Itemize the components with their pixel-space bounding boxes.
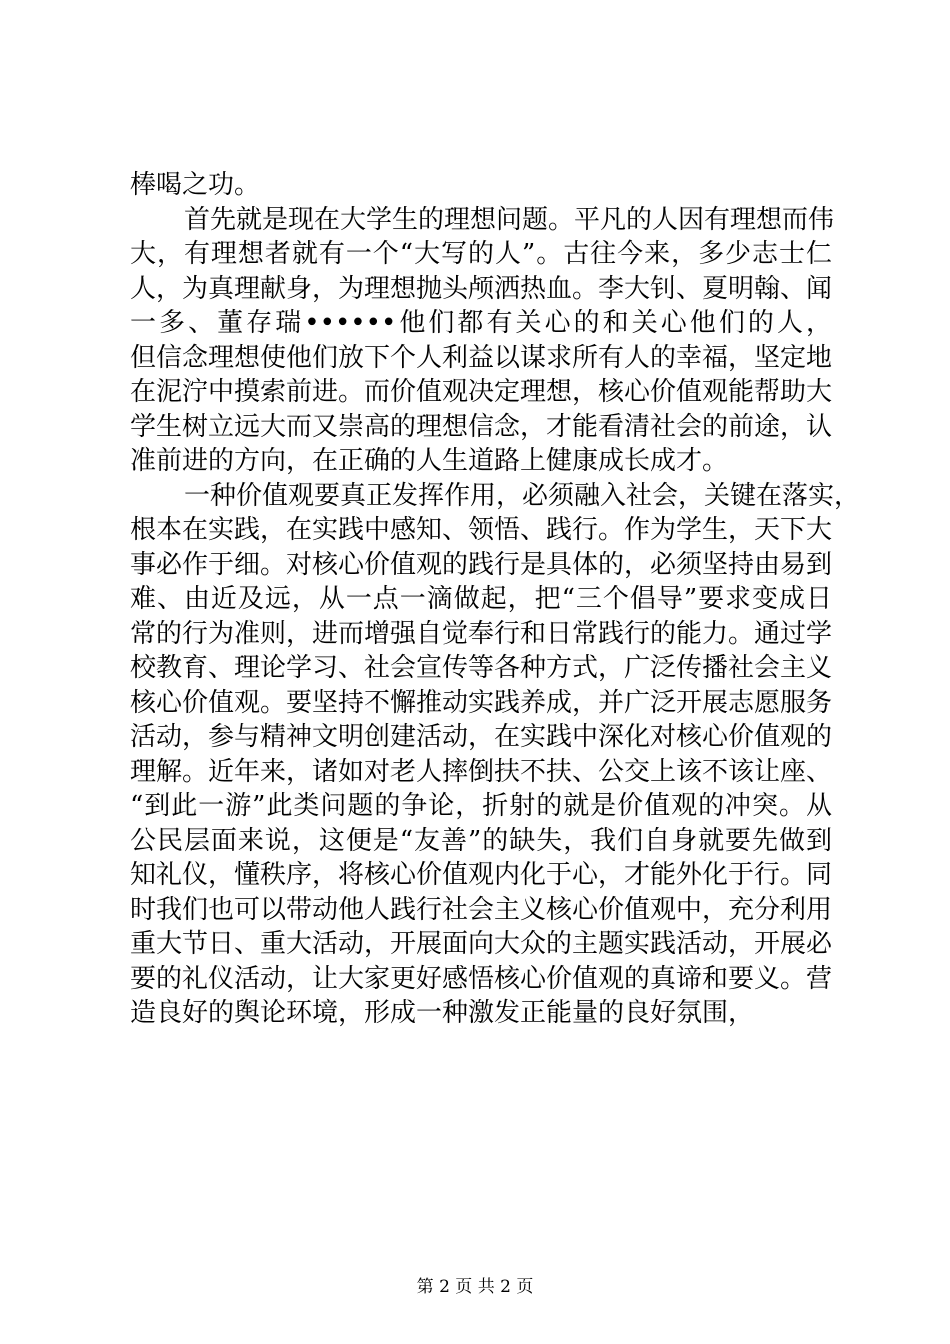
document-body <box>130 168 861 1031</box>
text-line: 造良好的舆论环境，形成一种激发正能量的良好氛围， <box>130 998 755 1028</box>
text-line: 首先就是现在大学生的理想问题。平凡的人因有理想而伟 <box>184 204 835 235</box>
text-line: “到此一游”此类问题的争论，折射的就是价值观的冲突。从 <box>130 791 832 821</box>
text-line: 校教育、理论学习、社会宣传等各种方式，广泛传播社会主义 <box>130 653 833 683</box>
text-line: 事必作于细。对核心价值观的践行是具体的，必须坚持由易到 <box>130 549 833 580</box>
text-line: 知礼仪，懂秩序，将核心价值观内化于心，才能外化于行。同 <box>130 860 833 890</box>
text-line: 难、由近及远，从一点一滴做起，把“三个倡导”要求变成日 <box>130 584 832 614</box>
text-line: 但信念理想使他们放下个人利益以谋求所有人的幸福，坚定地 <box>130 342 833 373</box>
text-line: 一种价值观要真正发挥作用，必须融入社会，关键在落实， <box>184 480 861 511</box>
text-line: 常的行为准则，进而增强自觉奉行和日常践行的能力。通过学 <box>130 618 833 649</box>
text-line: 学生树立远大而又崇高的理想信念，才能看清社会的前途，认 <box>130 411 833 442</box>
text-line: 重大节日、重大活动，开展面向大众的主题实践活动，开展必 <box>130 929 833 959</box>
text-line: 一多、董存瑞••••••他们都有关心的和关心他们的人， <box>130 308 832 338</box>
text-line: 时我们也可以带动他人践行社会主义核心价值观中，充分利用 <box>130 894 833 925</box>
text-line: 棒喝之功。 <box>130 170 261 200</box>
text-line: 要的礼仪活动，让大家更好感悟核心价值观的真谛和要义。营 <box>130 963 833 994</box>
text-line: 核心价值观。要坚持不懈推动实践养成，并广泛开展志愿服务 <box>130 687 833 718</box>
text-line: 人，为真理献身，为理想抛头颅洒热血。李大钊、夏明翰、闻 <box>130 273 833 304</box>
text-line: 理解。近年来，诸如对老人摔倒扶不扶、公交上该不该让座、 <box>130 756 833 787</box>
text-line: 活动，参与精神文明创建活动，在实践中深化对核心价值观的 <box>130 722 833 752</box>
text-line: 在泥泞中摸索前进。而价值观决定理想，核心价值观能帮助大 <box>130 377 833 407</box>
text-line: 公民层面来说，这便是“友善”的缺失，我们自身就要先做到 <box>130 825 832 856</box>
text-line: 大，有理想者就有一个“大写的人”。古往今来，多少志士仁 <box>130 239 832 269</box>
page-footer: 第 2 页 共 2 页 <box>416 1277 534 1297</box>
text-line: 准前进的方向，在正确的人生道路上健康成长成才。 <box>130 446 729 476</box>
text-line: 根本在实践，在实践中感知、领悟、践行。作为学生，天下大 <box>130 515 833 545</box>
